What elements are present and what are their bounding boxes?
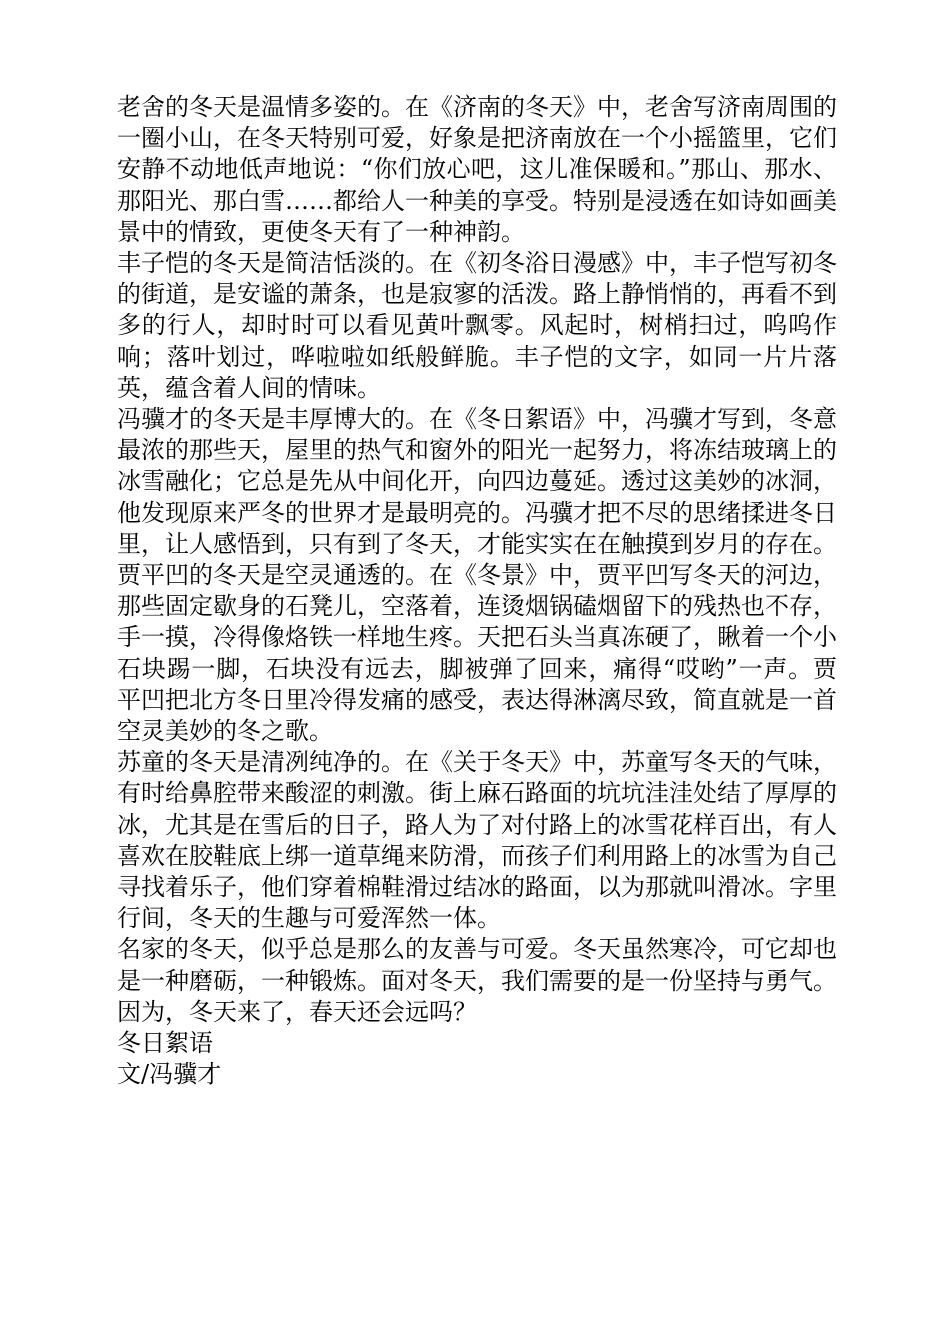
paragraph-conclusion: 名家的冬天，似乎总是那么的友善与可爱。冬天虽然寒冷，可它却也是一种磨砺，一种锻炼。面对冬天，我们需要的是一份坚持与勇气。因为，冬天来了，春天还会远吗？ xyxy=(117,935,837,1026)
paragraph-laoshe: 老舍的冬天是温情多姿的。在《济南的冬天》中，老舍写济南周围的一圈小山，在冬天特别可爱，好象是把济南放在一个小摇篮里，它们安静不动地低声地说：“你们放心吧，这儿准保暖和。”那山、那水、那阳光、那白雪……都给人一种美的享受。特别是浸透在如诗如画美景中的情致，更使冬天有了一种神韵。 xyxy=(117,93,837,246)
paragraph-jiapingwa: 贾平凹的冬天是空灵通透的。在《冬景》中，贾平凹写冬天的河边，那些固定歇身的石凳儿，空落着，连烫烟锅磕烟留下的残热也不存，手一摸，冷得像烙铁一样地生疼。天把石头当真冻硬了，瞅着一个小石块踢一脚，石块没有远去，脚被弹了回来，痛得“哎哟”一声。贾平凹把北方冬日里冷得发痛的感受，表达得淋漓尽致，简直就是一首空灵美妙的冬之歌。 xyxy=(117,561,837,746)
paragraph-sutong: 苏童的冬天是清冽纯净的。在《关于冬天》中，苏童写冬天的气味，有时给鼻腔带来酸涩的刺激。街上麻石路面的坑坑洼洼处结了厚厚的冰，尤其是在雪后的日子，路人为了对付路上的冰雪花样百出，有人喜欢在胶鞋底上绑一道草绳来防滑，而孩子们利用路上的冰雪为自己寻找着乐子，他们穿着棉鞋滑过结冰的路面，以为那就叫滑冰。字里行间，冬天的生趣与可爱浑然一体。 xyxy=(117,748,837,933)
paragraph-fengjicai: 冯骥才的冬天是丰厚博大的。在《冬日絮语》中，冯骥才写到，冬意最浓的那些天，屋里的热气和窗外的阳光一起努力，将冻结玻璃上的冰雪融化；它总是先从中间化开，向四边蔓延。透过这美妙的冰洞，他发现原来严冬的世界才是最明亮的。冯骥才把不尽的思绪揉进冬日里，让人感悟到，只有到了冬天，才能实实在在触摸到岁月的存在。 xyxy=(117,405,837,558)
next-article-title: 冬日絮语 xyxy=(117,1029,213,1058)
paragraph-fengzikai: 丰子恺的冬天是简洁恬淡的。在《初冬浴日漫感》中，丰子恺写初冬的街道，是安谧的萧条，也是寂寥的活泼。路上静悄悄的，再看不到多的行人，却时时可以看见黄叶飘零。风起时，树梢扫过，呜呜作响；落叶划过，哗啦啦如纸般鲜脆。丰子恺的文字，如同一片片落英，蕴含着人间的情味。 xyxy=(117,249,837,402)
next-article-author: 文/冯骥才 xyxy=(117,1060,222,1089)
document-body xyxy=(117,92,837,1091)
